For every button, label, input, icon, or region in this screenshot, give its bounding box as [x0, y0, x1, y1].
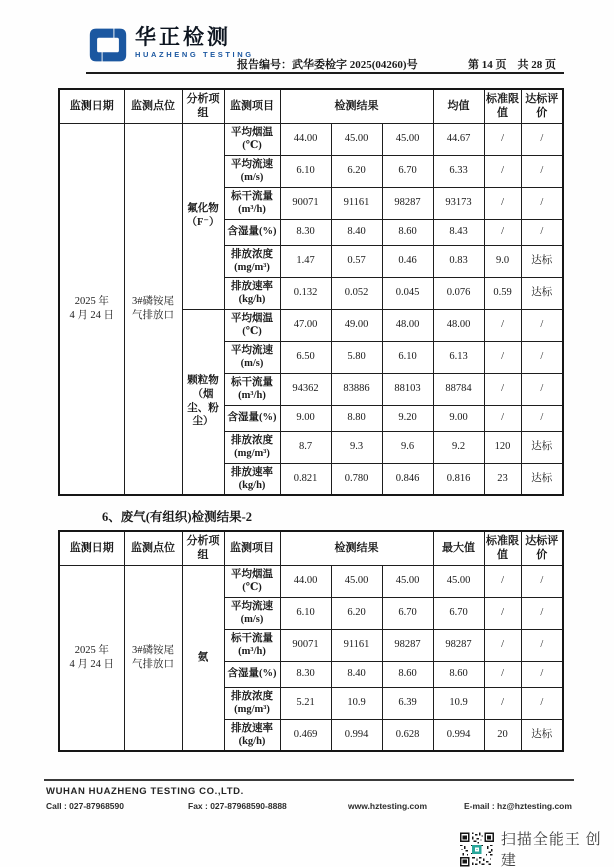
limit-cell: / [484, 687, 521, 719]
value-cell: 5.80 [331, 341, 382, 373]
value-cell: 8.7 [280, 431, 331, 463]
average-cell: 88784 [433, 373, 484, 405]
item-cell [224, 719, 280, 751]
col-header-location: 监测点位 [124, 531, 182, 565]
col-header-date: 监测日期 [59, 89, 124, 123]
results-table-2 [58, 530, 564, 752]
report-number: 报告编号：武华委检字 2025(04260)号 [237, 59, 418, 71]
average-cell: 9.2 [433, 431, 484, 463]
col-header-date: 监测日期 [59, 531, 124, 565]
item-unit: (mg/m³) [234, 704, 270, 715]
limit-cell: 0.59 [484, 277, 521, 309]
qr-code-icon [460, 832, 494, 867]
item-cell [224, 565, 280, 597]
average-cell: 0.816 [433, 463, 484, 495]
item-cell [224, 661, 280, 687]
value-cell: 0.994 [331, 719, 382, 751]
value-cell: 45.00 [382, 123, 433, 155]
max-cell: 6.70 [433, 597, 484, 629]
item-unit: (kg/h) [238, 479, 266, 491]
limit-cell: / [484, 187, 521, 219]
scanner-watermark [460, 828, 614, 867]
value-cell: 98287 [382, 187, 433, 219]
item-unit: (m/s) [240, 172, 264, 183]
average-cell: 93173 [433, 187, 484, 219]
date-line: 2025 年 [74, 295, 109, 307]
table-row [59, 565, 563, 597]
value-cell: 45.00 [382, 565, 433, 597]
monitor-date-cell [59, 565, 124, 751]
value-cell: 47.00 [280, 309, 331, 341]
eval-cell: / [521, 219, 563, 245]
item-label: 排放浓度 [231, 248, 273, 260]
col-header-eval: 达标评价 [521, 89, 563, 123]
value-cell: 6.20 [331, 155, 382, 187]
footer-fax: Fax : 027-87968590-8888 [188, 801, 287, 811]
value-cell: 10.9 [331, 687, 382, 719]
max-cell: 8.60 [433, 661, 484, 687]
value-cell: 6.10 [280, 155, 331, 187]
value-cell: 6.20 [331, 597, 382, 629]
item-cell [224, 463, 280, 495]
value-cell: 83886 [331, 373, 382, 405]
item-cell [224, 277, 280, 309]
value-cell: 9.20 [382, 405, 433, 431]
value-cell: 6.10 [280, 597, 331, 629]
eval-cell: / [521, 341, 563, 373]
item-unit: (m³/h) [238, 646, 266, 657]
item-unit: (m³/h) [238, 204, 266, 215]
limit-cell: 23 [484, 463, 521, 495]
col-header-eval: 达标评价 [521, 531, 563, 565]
average-cell: 6.33 [433, 155, 484, 187]
value-cell: 9.6 [382, 431, 433, 463]
item-cell [224, 155, 280, 187]
value-cell: 48.00 [382, 309, 433, 341]
brand-title: 华正检测 [135, 25, 231, 49]
value-cell: 45.00 [331, 123, 382, 155]
date-line: 4 月 24 日 [69, 309, 115, 321]
limit-cell: / [484, 123, 521, 155]
value-cell: 8.40 [331, 219, 382, 245]
limit-cell: / [484, 155, 521, 187]
value-cell: 0.57 [331, 245, 382, 277]
item-unit: (kg/h) [238, 735, 266, 747]
col-header-average: 均值 [433, 89, 484, 123]
item-label: 排放浓度 [231, 434, 273, 446]
value-cell: 8.60 [382, 661, 433, 687]
eval-cell: / [521, 565, 563, 597]
value-cell: 88103 [382, 373, 433, 405]
table-row [59, 123, 563, 155]
footer-company-name: WUHAN HUAZHENG TESTING CO.,LTD. [46, 786, 244, 797]
item-cell [224, 373, 280, 405]
value-cell: 0.628 [382, 719, 433, 751]
value-cell: 44.00 [280, 123, 331, 155]
monitor-location-cell [124, 565, 182, 751]
limit-cell: 9.0 [484, 245, 521, 277]
date-line: 2025 年 [74, 644, 109, 656]
eval-cell: 达标 [521, 719, 563, 751]
item-label: 平均流速 [231, 344, 273, 356]
analysis-group-cell: 氟化物（F⁻） [182, 123, 224, 309]
value-cell: 6.70 [382, 597, 433, 629]
limit-cell: / [484, 597, 521, 629]
limit-cell: 120 [484, 431, 521, 463]
item-label: 平均烟温 [231, 568, 273, 580]
item-label: 排放速率 [231, 466, 273, 478]
value-cell: 6.50 [280, 341, 331, 373]
max-cell: 0.994 [433, 719, 484, 751]
col-header-location: 监测点位 [124, 89, 182, 123]
results-table-1 [58, 88, 564, 496]
col-header-group: 分析项组 [182, 89, 224, 123]
item-label: 含湿量(%) [227, 668, 277, 680]
max-cell: 45.00 [433, 565, 484, 597]
eval-cell: / [521, 123, 563, 155]
eval-cell: / [521, 661, 563, 687]
value-cell: 98287 [382, 629, 433, 661]
limit-cell: 20 [484, 719, 521, 751]
footer-phone: Call : 027-87968590 [46, 801, 124, 811]
limit-cell: / [484, 405, 521, 431]
value-cell: 5.21 [280, 687, 331, 719]
eval-cell: 达标 [521, 277, 563, 309]
limit-cell: / [484, 629, 521, 661]
item-cell [224, 309, 280, 341]
value-cell: 9.3 [331, 431, 382, 463]
col-header-item: 监测项目 [224, 531, 280, 565]
col-header-results: 检测结果 [280, 89, 433, 123]
page-indicator: 第 14 页 共 28 页 [468, 59, 556, 71]
date-line: 4 月 24 日 [69, 658, 115, 670]
value-cell: 0.045 [382, 277, 433, 309]
footer-email: E-mail : hz@hztesting.com [464, 801, 572, 811]
location-line: 气排放口 [132, 658, 174, 670]
value-cell: 8.30 [280, 661, 331, 687]
item-unit: (kg/h) [238, 294, 266, 305]
value-cell: 94362 [280, 373, 331, 405]
eval-cell: / [521, 629, 563, 661]
value-cell: 8.60 [382, 219, 433, 245]
value-cell: 8.40 [331, 661, 382, 687]
value-cell: 44.00 [280, 565, 331, 597]
col-header-group: 分析项组 [182, 531, 224, 565]
eval-cell: 达标 [521, 431, 563, 463]
brand-subtitle: HUAZHENG TESTING [135, 50, 254, 60]
location-line: 气排放口 [132, 309, 174, 321]
item-label: 排放速率 [231, 280, 273, 292]
item-cell [224, 687, 280, 719]
analysis-group-cell: 颗粒物（烟尘、粉尘） [182, 309, 224, 495]
col-header-results: 检测结果 [280, 531, 433, 565]
value-cell: 6.70 [382, 155, 433, 187]
value-cell: 6.39 [382, 687, 433, 719]
item-cell [224, 123, 280, 155]
item-unit: (m/s) [240, 614, 264, 625]
footer-divider [44, 779, 574, 781]
item-label: 平均烟温 [231, 312, 273, 324]
item-cell [224, 431, 280, 463]
item-label: 排放速率 [231, 722, 273, 734]
eval-cell: / [521, 155, 563, 187]
item-unit: (℃) [242, 582, 262, 593]
average-cell: 0.076 [433, 277, 484, 309]
limit-cell: / [484, 309, 521, 341]
item-unit: (m/s) [240, 358, 264, 369]
item-unit: (℃) [242, 140, 262, 151]
item-label: 平均烟温 [231, 126, 273, 138]
value-cell: 0.46 [382, 245, 433, 277]
page-content [58, 88, 562, 752]
col-header-limit: 标准限值 [484, 531, 521, 565]
value-cell: 91161 [331, 187, 382, 219]
item-cell [224, 629, 280, 661]
item-cell [224, 187, 280, 219]
item-cell [224, 341, 280, 373]
item-label: 标干流量 [231, 376, 273, 388]
value-cell: 91161 [331, 629, 382, 661]
average-cell: 48.00 [433, 309, 484, 341]
eval-cell: 达标 [521, 463, 563, 495]
document-header [0, 0, 614, 75]
item-cell [224, 219, 280, 245]
limit-cell: / [484, 219, 521, 245]
average-cell: 9.00 [433, 405, 484, 431]
value-cell: 0.052 [331, 277, 382, 309]
eval-cell: / [521, 687, 563, 719]
col-header-item: 监测项目 [224, 89, 280, 123]
item-unit: (m³/h) [238, 390, 266, 401]
item-unit: (mg/m³) [234, 448, 270, 459]
eval-cell: / [521, 405, 563, 431]
table-header-row [59, 89, 563, 123]
eval-cell: / [521, 187, 563, 219]
item-label: 平均流速 [231, 158, 273, 170]
table-header-row [59, 531, 563, 565]
limit-cell: / [484, 661, 521, 687]
value-cell: 8.30 [280, 219, 331, 245]
eval-cell: 达标 [521, 245, 563, 277]
item-cell [224, 405, 280, 431]
value-cell: 0.846 [382, 463, 433, 495]
value-cell: 49.00 [331, 309, 382, 341]
item-label: 平均流速 [231, 600, 273, 612]
item-cell [224, 597, 280, 629]
max-cell: 10.9 [433, 687, 484, 719]
location-line: 3#磷铵尾 [132, 295, 174, 307]
value-cell: 1.47 [280, 245, 331, 277]
average-cell: 8.43 [433, 219, 484, 245]
average-cell: 44.67 [433, 123, 484, 155]
item-label: 含湿量(%) [227, 412, 277, 424]
monitor-date-cell [59, 123, 124, 495]
value-cell: 90071 [280, 629, 331, 661]
item-label: 标干流量 [231, 632, 273, 644]
item-label: 含湿量(%) [227, 226, 277, 238]
item-unit: (mg/m³) [234, 262, 270, 273]
item-cell [224, 245, 280, 277]
eval-cell: / [521, 373, 563, 405]
footer-website: www.hztesting.com [348, 801, 428, 811]
header-divider [86, 72, 564, 74]
section-title: 6、废气(有组织)检测结果-2 [102, 510, 252, 524]
analysis-group-cell: 氨 [182, 565, 224, 751]
value-cell: 8.80 [331, 405, 382, 431]
company-brand [88, 26, 254, 64]
item-label: 排放浓度 [231, 690, 273, 702]
col-header-max: 最大值 [433, 531, 484, 565]
value-cell: 9.00 [280, 405, 331, 431]
item-unit: (℃) [242, 326, 262, 337]
col-header-limit: 标准限值 [484, 89, 521, 123]
eval-cell: / [521, 597, 563, 629]
monitor-location-cell [124, 123, 182, 495]
value-cell: 0.132 [280, 277, 331, 309]
value-cell: 0.780 [331, 463, 382, 495]
limit-cell: / [484, 373, 521, 405]
eval-cell: / [521, 309, 563, 341]
limit-cell: / [484, 341, 521, 373]
max-cell: 98287 [433, 629, 484, 661]
location-line: 3#磷铵尾 [132, 644, 174, 656]
value-cell: 6.10 [382, 341, 433, 373]
brand-text [135, 26, 254, 59]
item-label: 标干流量 [231, 190, 273, 202]
average-cell: 0.83 [433, 245, 484, 277]
watermark-text: 扫描全能王 创建 [500, 832, 602, 867]
value-cell: 0.821 [280, 463, 331, 495]
average-cell: 6.13 [433, 341, 484, 373]
value-cell: 45.00 [331, 565, 382, 597]
huazheng-logo-icon [88, 26, 128, 64]
limit-cell: / [484, 565, 521, 597]
value-cell: 0.469 [280, 719, 331, 751]
value-cell: 90071 [280, 187, 331, 219]
